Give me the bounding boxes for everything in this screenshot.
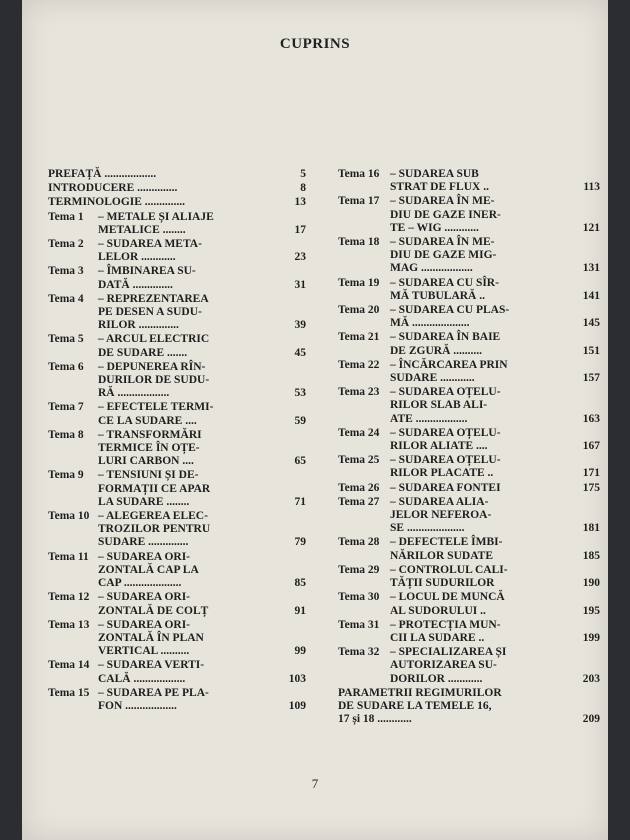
toc-entry-prefix: Tema 16: [338, 168, 380, 180]
toc-entry: [338, 277, 600, 303]
toc-entry-page: 13: [294, 196, 306, 209]
toc-entry-title: – SUDAREA ORI- ZONTALĂ CAP LA CAP ....................: [98, 550, 199, 590]
toc-entry-page: 151: [582, 344, 600, 357]
toc-entry: [338, 482, 600, 495]
toc-entry-page: 157: [582, 372, 600, 385]
toc-entry-page: 163: [582, 412, 600, 425]
toc-entry-prefix: Tema 9: [48, 469, 84, 482]
toc-entry-title: – SUDAREA ÎN BAIE DE ZGURĂ ..........: [390, 331, 501, 357]
toc-entry-page: 71: [294, 495, 306, 508]
toc-entry-page: 23: [294, 251, 306, 264]
toc-entry-page: 103: [288, 672, 306, 685]
toc-left-column: [48, 168, 306, 714]
toc-entry-page: 53: [294, 387, 306, 400]
toc-entry-page: 185: [582, 549, 600, 562]
toc-entry-page: 109: [288, 699, 306, 712]
toc-entry-title: – LOCUL DE MUNCĂ AL SUDORULUI ..: [390, 591, 505, 617]
toc-entry-page: 65: [294, 455, 306, 468]
toc-entry-prefix: Tema 19: [338, 276, 380, 289]
toc-entry-title: TERMINOLOGIE ..............: [48, 196, 186, 209]
toc-entry: [48, 196, 306, 209]
toc-entry: [338, 386, 600, 426]
toc-entry-title: – ÎNCĂRCAREA PRIN SUDARE ............: [390, 358, 508, 385]
toc-entry-title: – SUDAREA ALIA- JELOR NEFEROA- SE ....................: [390, 495, 492, 535]
toc-entry: [48, 361, 306, 401]
toc-entry: [338, 359, 600, 385]
toc-entry-prefix: Tema 32: [338, 646, 380, 659]
toc-entry-prefix: Tema 14: [48, 659, 90, 672]
toc-entry-title: – SUDAREA CU SÎR- MĂ TUBULARĂ ..: [390, 276, 499, 302]
toc-entry-title: – SUDAREA ORI- ZONTALĂ ÎN PLAN VERTICAL ..........: [98, 618, 204, 658]
toc-entry-page: 45: [294, 346, 306, 359]
toc-entry-title: – SUDAREA OȚELU- RILOR SLAB ALI- ATE ..................: [390, 386, 501, 425]
toc-entry: [48, 238, 306, 264]
toc-entry: [48, 429, 306, 469]
toc-entry-page: 203: [582, 672, 600, 685]
toc-entry-prefix: Tema 25: [338, 454, 380, 467]
toc-entry-page: 85: [294, 577, 306, 590]
toc-entry: [338, 646, 600, 686]
book-page: [22, 0, 608, 840]
toc-entry-page: 141: [582, 289, 600, 302]
toc-entry-title: – SUDAREA SUB STRAT DE FLUX ..: [390, 168, 489, 194]
toc-entry-prefix: Tema 3: [48, 265, 84, 278]
toc-entry-page: 131: [582, 262, 600, 275]
toc-entry-prefix: Tema 15: [48, 686, 90, 699]
toc-entry: [48, 293, 306, 333]
toc-entry-title: – SUDAREA VERTI- CALĂ ..................: [98, 659, 205, 685]
toc-entry: [48, 591, 306, 617]
toc-entry-prefix: Tema 1: [48, 210, 84, 223]
toc-entry-title: – ARCUL ELECTRIC DE SUDARE .......: [98, 333, 210, 359]
toc-entry-prefix: Tema 4: [48, 292, 84, 305]
toc-entry: [48, 510, 306, 550]
toc-entry-prefix: Tema 12: [48, 591, 90, 604]
toc-entry-prefix: Tema 13: [48, 618, 90, 631]
toc-entry-page: 5: [300, 168, 306, 180]
toc-entry: [338, 454, 600, 480]
toc-entry-page: 79: [294, 536, 306, 549]
toc-entry-prefix: Tema 22: [338, 358, 380, 371]
toc-entry: [338, 564, 600, 590]
toc-entry: [338, 687, 600, 727]
toc-entry-page: 181: [582, 522, 600, 535]
toc-entry-prefix: Tema 18: [338, 236, 380, 249]
toc-entry-prefix: Tema 11: [48, 550, 89, 563]
toc-entry-title: – ÎMBINAREA SU- DATĂ ..............: [98, 265, 196, 291]
toc-entry-page: 190: [582, 577, 600, 590]
toc-entry: [338, 496, 600, 536]
toc-entry-title: – SUDAREA FONTEI: [390, 481, 501, 494]
toc-entry: [48, 619, 306, 659]
toc-entry-page: 121: [582, 221, 600, 234]
toc-entry-title: – SUDAREA PE PLA- FON ..................: [98, 686, 209, 712]
toc-entry-title: – DEPUNEREA RÎN- DURILOR DE SUDU- RĂ ..................: [98, 360, 210, 400]
toc-entry: [48, 265, 306, 291]
toc-entry-title: – SPECIALIZAREA ȘI AUTORIZAREA SU- DORILOR ............: [390, 646, 507, 685]
toc-entry: [48, 168, 306, 181]
toc-entry: [338, 304, 600, 330]
toc-entry-title: – REPREZENTAREA PE DESEN A SUDU- RILOR ..............: [98, 292, 209, 332]
toc-entry-title: – SUDAREA ÎN ME- DIU DE GAZE MIG- MAG ..................: [390, 236, 497, 275]
toc-entry: [338, 236, 600, 276]
toc-entry-page: 145: [582, 317, 600, 330]
toc-entry-page: 31: [294, 278, 306, 291]
toc-entry-page: 195: [582, 604, 600, 617]
toc-entry-prefix: Tema 29: [338, 563, 380, 576]
toc-entry-title: – SUDAREA META- LELOR ............: [98, 238, 202, 264]
toc-entry-title: INTRODUCERE ..............: [48, 182, 178, 195]
toc-entry-page: 199: [582, 631, 600, 644]
toc-entry-page: 167: [582, 440, 600, 453]
toc-entry-page: 209: [582, 713, 600, 726]
toc-entry-title: PREFAȚĂ ..................: [48, 168, 157, 180]
toc-entry: [338, 331, 600, 357]
toc-entry-title: – EFECTELE TERMI- CE LA SUDARE ....: [98, 401, 214, 427]
toc-entry-title: – SUDAREA CU PLAS- MĂ ....................: [390, 304, 510, 330]
toc-entry-prefix: Tema 27: [338, 495, 380, 508]
toc-entry-page: 17: [294, 223, 306, 236]
toc-entry: [48, 333, 306, 359]
toc-entry-prefix: Tema 17: [338, 195, 380, 208]
toc-entry-prefix: Tema 24: [338, 426, 380, 439]
toc-entry: [48, 211, 306, 237]
toc-entry-prefix: Tema 30: [338, 591, 380, 604]
toc-entry-prefix: Tema 5: [48, 333, 84, 346]
toc-entry-title: – SUDAREA ÎN ME- DIU DE GAZE INER- TE – WIG ............: [390, 195, 501, 234]
toc-entry-prefix: Tema 31: [338, 618, 380, 631]
toc-entry-title: – SUDAREA OȚELU- RILOR ALIATE ....: [390, 426, 501, 453]
toc-entry-prefix: Tema 20: [338, 304, 380, 317]
toc-entry-page: 91: [294, 604, 306, 617]
toc-entry: [338, 168, 600, 194]
toc-entry-prefix: Tema 28: [338, 536, 380, 549]
page-title: CUPRINS: [279, 36, 351, 52]
toc-entry-title: – ALEGEREA ELEC- TROZILOR PENTRU SUDARE ..............: [98, 510, 211, 549]
toc-entry-page: 113: [583, 181, 600, 194]
toc-entry-page: 8: [300, 182, 306, 195]
toc-entry-page: 171: [582, 467, 600, 480]
toc-entry: [338, 619, 600, 645]
toc-entry: [338, 536, 600, 562]
toc-entry-prefix: Tema 2: [48, 238, 84, 251]
toc-entry-page: 39: [294, 319, 306, 332]
toc-entry-title: – DEFECTELE ÎMBI- NĂRILOR SUDATE: [390, 536, 503, 562]
toc-entry-title: PARAMETRII REGIMURILOR DE SUDARE LA TEMELE 16, 17 și 18 ............: [338, 686, 502, 726]
toc-entry-prefix: Tema 26: [338, 481, 380, 494]
toc-entry: [338, 427, 600, 453]
toc-entry-prefix: Tema 10: [48, 510, 90, 523]
toc-entry: [48, 182, 306, 195]
toc-entry-page: 59: [294, 414, 306, 427]
toc-entry-title: – SUDAREA ORI- ZONTALĂ DE COLȚ: [98, 591, 209, 617]
toc-entry: [338, 591, 600, 617]
toc-entry-page: 99: [294, 645, 306, 658]
toc-entry-title: – PROTECȚIA MUN- CII LA SUDARE ..: [390, 618, 501, 644]
toc-right-column: [338, 168, 600, 727]
toc-entry-prefix: Tema 7: [48, 401, 84, 414]
toc-entry: [48, 551, 306, 591]
toc-entry: [48, 469, 306, 509]
toc-entry-title: – METALE ȘI ALIAJE METALICE ........: [98, 210, 214, 236]
toc-entry-title: – TRANSFORMĂRI TERMICE ÎN OȚE- LURI CARBON ....: [98, 428, 202, 468]
toc-entry-prefix: Tema 8: [48, 428, 84, 441]
toc-entry-title: – SUDAREA OȚELU- RILOR PLACATE ..: [390, 454, 501, 480]
toc-entry-prefix: Tema 23: [338, 386, 380, 399]
toc-entry-page: 175: [582, 481, 600, 494]
toc-entry-title: – TENSIUNI ȘI DE- FORMAȚII CE APAR LA SUDARE ........: [98, 469, 211, 508]
toc-entry-prefix: Tema 6: [48, 360, 84, 373]
toc-entry: [338, 195, 600, 235]
toc-entry: [48, 401, 306, 427]
toc-entry: [48, 687, 306, 713]
page-number: 7: [311, 776, 319, 791]
toc-entry: [48, 659, 306, 685]
toc-entry-prefix: Tema 21: [338, 331, 380, 344]
toc-entry-title: – CONTROLUL CALI- TĂȚII SUDURILOR: [390, 563, 508, 590]
